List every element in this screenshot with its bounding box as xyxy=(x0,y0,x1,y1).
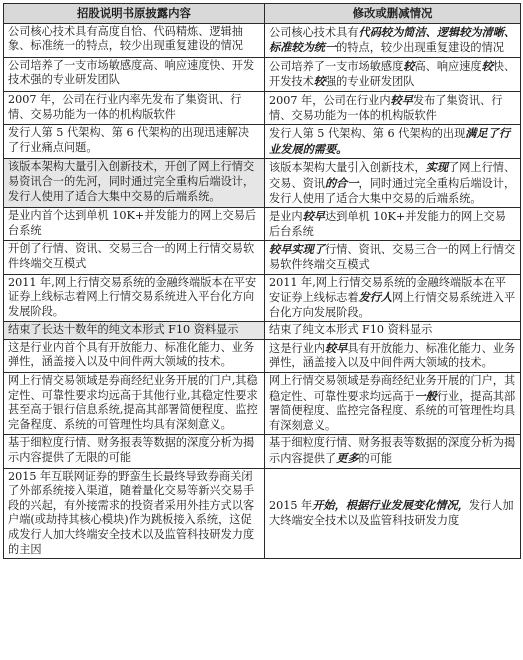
revised-text-cell xyxy=(265,241,521,274)
highlighted-change: 较早 xyxy=(302,209,325,224)
table-row xyxy=(4,322,521,340)
revised-text: 网上行情交易系统进入平台化方向发展阶段。 xyxy=(269,291,516,319)
comparison-table xyxy=(3,3,521,559)
highlighted-change: 一般 xyxy=(414,388,437,403)
revised-text-cell xyxy=(265,159,521,208)
revised-text: 发布了集资讯、行情、交易功能为一体的机构版软件 xyxy=(269,93,503,122)
table-row xyxy=(4,23,521,57)
revised-text: 公司培养了一支市场敏感度 xyxy=(269,59,404,73)
original-text-cell: 是业内首个达到单机 10K+并发能力的网上交易后台系统 xyxy=(4,208,265,241)
table-header-row xyxy=(4,4,521,24)
revised-text: 基于细粒度行情、财务报表等数据的深度分析为揭示内容提供了 xyxy=(269,436,516,466)
highlighted-change: 较 xyxy=(403,58,415,73)
original-text-cell: 基于细粒度行情、财务报表等数据的深度分析为揭示内容提供了无限的可能 xyxy=(4,435,265,468)
revised-text-cell xyxy=(265,208,521,241)
original-text-cell: 网上行情交易领域是券商经纪业务开展的门户,其稳定性、可靠性要求均远高于其他行业,其稳定性要求甚至高于银行信息系统,提高其部署简便程度、监控完备程度、系统的可管理性均具有深刻意义。 xyxy=(4,373,265,435)
revised-text: 2015 年 xyxy=(269,499,313,513)
revised-text: 2011 年,网上行情交易系统的金融终端版本在平安证券上线标志着 xyxy=(269,275,506,305)
revised-text: 具有开放能力、标准化能力、业务弹性，涵盖接入以及中间件两大领域的技术。 xyxy=(269,341,516,370)
revised-text-cell xyxy=(265,468,521,559)
revised-text: 的可能 xyxy=(358,452,393,466)
revised-text: 达到单机 10K+并发能力的网上交易后台系统 xyxy=(269,210,506,238)
revised-text-cell xyxy=(265,373,521,435)
header-original-disclosure: 招股说明书原披露内容 xyxy=(4,4,265,24)
highlighted-change: 的合一 xyxy=(324,175,359,190)
revised-text: 该版本架构大量引入创新技术， xyxy=(269,161,426,175)
revised-text-cell xyxy=(265,435,521,468)
original-text-cell: 2015 年互联网证券的野蛮生长最终导致券商关闭了外部系统接入渠道，随着量化交易等新兴交易手段的兴起，有外接需求的投资者采用外挂方式以客户端(或劫持其核心模块)作为跳板接入系统，这促成发行人加大终端安全技术以及监管科技研发力度的主因 xyxy=(4,468,265,559)
revised-text: 结束了纯文本形式 F10 资料显示 xyxy=(269,323,433,337)
revised-text-cell xyxy=(265,91,521,124)
highlighted-change: 实现 xyxy=(425,160,449,175)
revised-text-cell xyxy=(265,322,521,340)
highlighted-change: 较早 xyxy=(390,92,413,107)
revised-text: 快、开发技术 xyxy=(269,59,516,89)
highlighted-change: 开始，根据行业发展变化情况， xyxy=(312,498,469,513)
original-text-cell: 2011 年,网上行情交易系统的金融终端版本在平安证券上线标志着网上行情交易系统进入平台化方向发展阶段。 xyxy=(4,274,265,322)
original-text-cell: 开创了行情、资讯、交易三合一的网上行情交易软件终端交互模式 xyxy=(4,241,265,274)
table-row xyxy=(4,57,521,91)
highlighted-change: 较早 xyxy=(324,340,348,355)
table-row xyxy=(4,468,521,559)
revised-text: 强的专业研发团队 xyxy=(324,75,415,89)
revised-text: 行情、资讯、交易三合一的网上行情交易软件终端交互模式 xyxy=(269,243,516,271)
highlighted-change: 满足了行业发展的需要。 xyxy=(269,126,511,156)
highlighted-change: 代码较为简洁、逻辑较为清晰、标准较为统一 xyxy=(269,24,516,55)
revised-text: 行业，提高其部署简便程度、监控完备程度、系统的可管理性均具有深刻意义。 xyxy=(269,389,516,432)
table-body xyxy=(4,23,521,559)
table-row xyxy=(4,208,521,241)
revised-text: 的特点，较少出现重复建设的情况 xyxy=(336,41,504,55)
header-modification: 修改或删减情况 xyxy=(265,4,521,24)
original-text-cell: 这是行业内首个具有开放能力、标准化能力、业务弹性，涵盖接入以及中间件两大领域的技术。 xyxy=(4,339,265,372)
revised-text: 2007 年，公司在行业内 xyxy=(269,93,391,107)
original-text-cell: 公司培养了一支市场敏感度高、响应速度快、开发技术强的专业研发团队 xyxy=(4,57,265,91)
revised-text: 高、响应速度 xyxy=(414,59,482,73)
table-row xyxy=(4,373,521,435)
highlighted-change: 更多 xyxy=(336,451,359,466)
original-text-cell: 结束了长达十数年的纯文本形式 F10 资料显示 xyxy=(4,322,265,340)
revised-text: 网上行情交易领域是券商经纪业务开展的门户，其稳定性、可靠性要求均远高于 xyxy=(269,374,516,403)
original-text-cell: 发行人第 5 代架构、第 6 代架构的出现迅速解决了行业痛点问题。 xyxy=(4,125,265,159)
revised-text: 公司核心技术具有 xyxy=(269,25,359,39)
highlighted-change: 发行人 xyxy=(358,290,393,305)
revised-text-cell xyxy=(265,57,521,91)
revised-text-cell xyxy=(265,23,521,57)
table-row xyxy=(4,435,521,468)
table-row xyxy=(4,159,521,208)
original-text-cell: 公司核心技术具有高度自恰、代码精炼、逻辑抽象、标准统一的特点，较少出现重复建设的情况 xyxy=(4,23,265,57)
table-row xyxy=(4,274,521,322)
highlighted-change: 较 xyxy=(481,58,493,73)
revised-text-cell xyxy=(265,274,521,322)
highlighted-change: 较早实现了 xyxy=(269,242,325,257)
table-row xyxy=(4,241,521,274)
revised-text: 发行人加大终端安全技术以及监管科技研发力度 xyxy=(269,499,514,527)
revised-text: ，同时通过完全重构后端设计，发行人使用了适合大集中交易的后端系统。 xyxy=(269,176,516,205)
revised-text-cell xyxy=(265,339,521,372)
revised-text: 这是行业内 xyxy=(269,341,325,355)
revised-text: 了网上行情、交易、资讯 xyxy=(269,161,516,190)
original-text-cell: 2007 年，公司在行业内率先发布了集资讯、行情、交易功能为一体的机构版软件 xyxy=(4,91,265,124)
revised-text-cell xyxy=(265,125,521,159)
original-text-cell: 该版本架构大量引入创新技术，开创了网上行情交易资讯合一的先河，同时通过完全重构后端设计，发行人使用了适合大集中交易的后端系统。 xyxy=(4,159,265,208)
table-row xyxy=(4,125,521,159)
revised-text: 发行人第 5 代架构、第 6 代架构的出现 xyxy=(269,127,466,141)
highlighted-change: 较 xyxy=(313,74,325,89)
table-row xyxy=(4,339,521,372)
table-row xyxy=(4,91,521,124)
revised-text: 是业内 xyxy=(269,210,303,224)
